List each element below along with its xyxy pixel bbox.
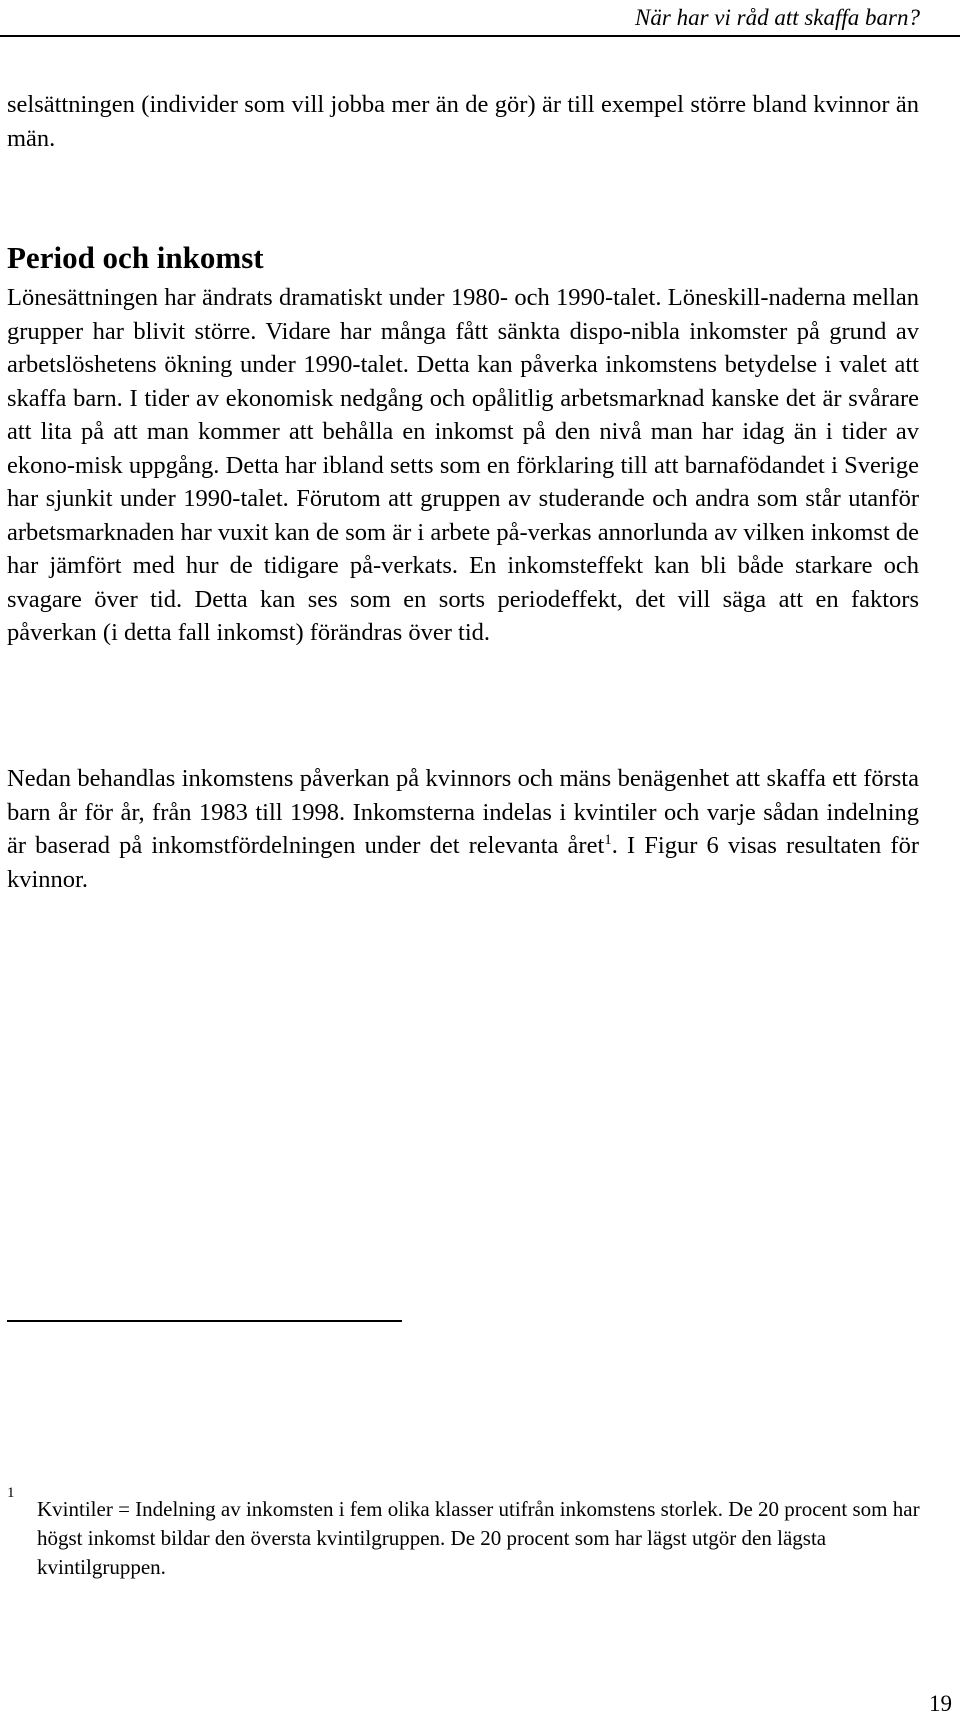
footnote-divider	[7, 1320, 402, 1322]
income-paragraph-text: Lönesättningen har ändrats dramatiskt under 1980- och 1990-talet. Löneskill-naderna mellan grupper har blivit större. Vidare har många fått sänkta dispo-nibla inkomster på grund av arbetslöshetens ökning under 1990-talet. Detta kan påverka inkomstens betydelse i valet att skaffa barn. I tider av ekonomisk nedgång och opålitlig arbetsmarknad kanske det är svårare att lita på att man kommer att behålla en inkomst på den nivå man har idag än i tider av ekono-misk uppgång. Detta har ibland setts som en förklaring till att barnafödandet i Sverige har sjunkit under 1990-talet. Förutom att gruppen av studerande och andra som står utanför arbetsmarknaden har vuxit kan de som är i arbete på-verkas annorlunda av vilken inkomst de har jämfört med hur de tidigare på-verkats. En inkomsteffekt kan bli både starkare och svagare över tid. Detta kan ses som en sorts periodeffekt, det vill säga att en faktors påverkan (i detta fall inkomst) förändras över tid.	[7, 284, 919, 646]
footnote-marker: 1	[7, 1485, 15, 1501]
income-paragraph	[7, 281, 919, 650]
header-divider	[0, 35, 960, 37]
quintile-paragraph-text	[7, 762, 919, 896]
continuation-paragraph-text: selsättningen (individer som vill jobba mer än de gör) är till exempel större bland kvinnor än män.	[7, 91, 919, 152]
page-number: 19	[929, 1691, 952, 1716]
continuation-paragraph	[7, 88, 919, 155]
quintile-paragraph-body: Nedan behandlas inkomstens påverkan på kvinnors och mäns benägenhet att skaffa ett första barn år för år, från 1983 till 1998. Inkomsterna indelas i kvintiler och varje sådan indelning är baserad på inkomstfördelningen under det relevanta året	[7, 765, 919, 859]
quintile-paragraph-tail: . I Figur 6 visas resultaten för kvinnor.	[7, 832, 919, 893]
footnote-reference[interactable]: 1	[604, 831, 612, 848]
footnote	[7, 1485, 937, 1582]
section-heading: Period och inkomst	[7, 240, 264, 275]
footnote-text: Kvintiler = Indelning av inkomsten i fem olika klasser utifrån inkomstens storlek. De 20 procent som har högst inkomst bildar den översta kvintilgruppen. De 20 procent som har lägst utgör den lägsta kvintilgruppen.	[37, 1497, 920, 1579]
running-header-title: När har vi råd att skaffa barn?	[635, 5, 920, 30]
quintile-paragraph	[7, 762, 919, 896]
